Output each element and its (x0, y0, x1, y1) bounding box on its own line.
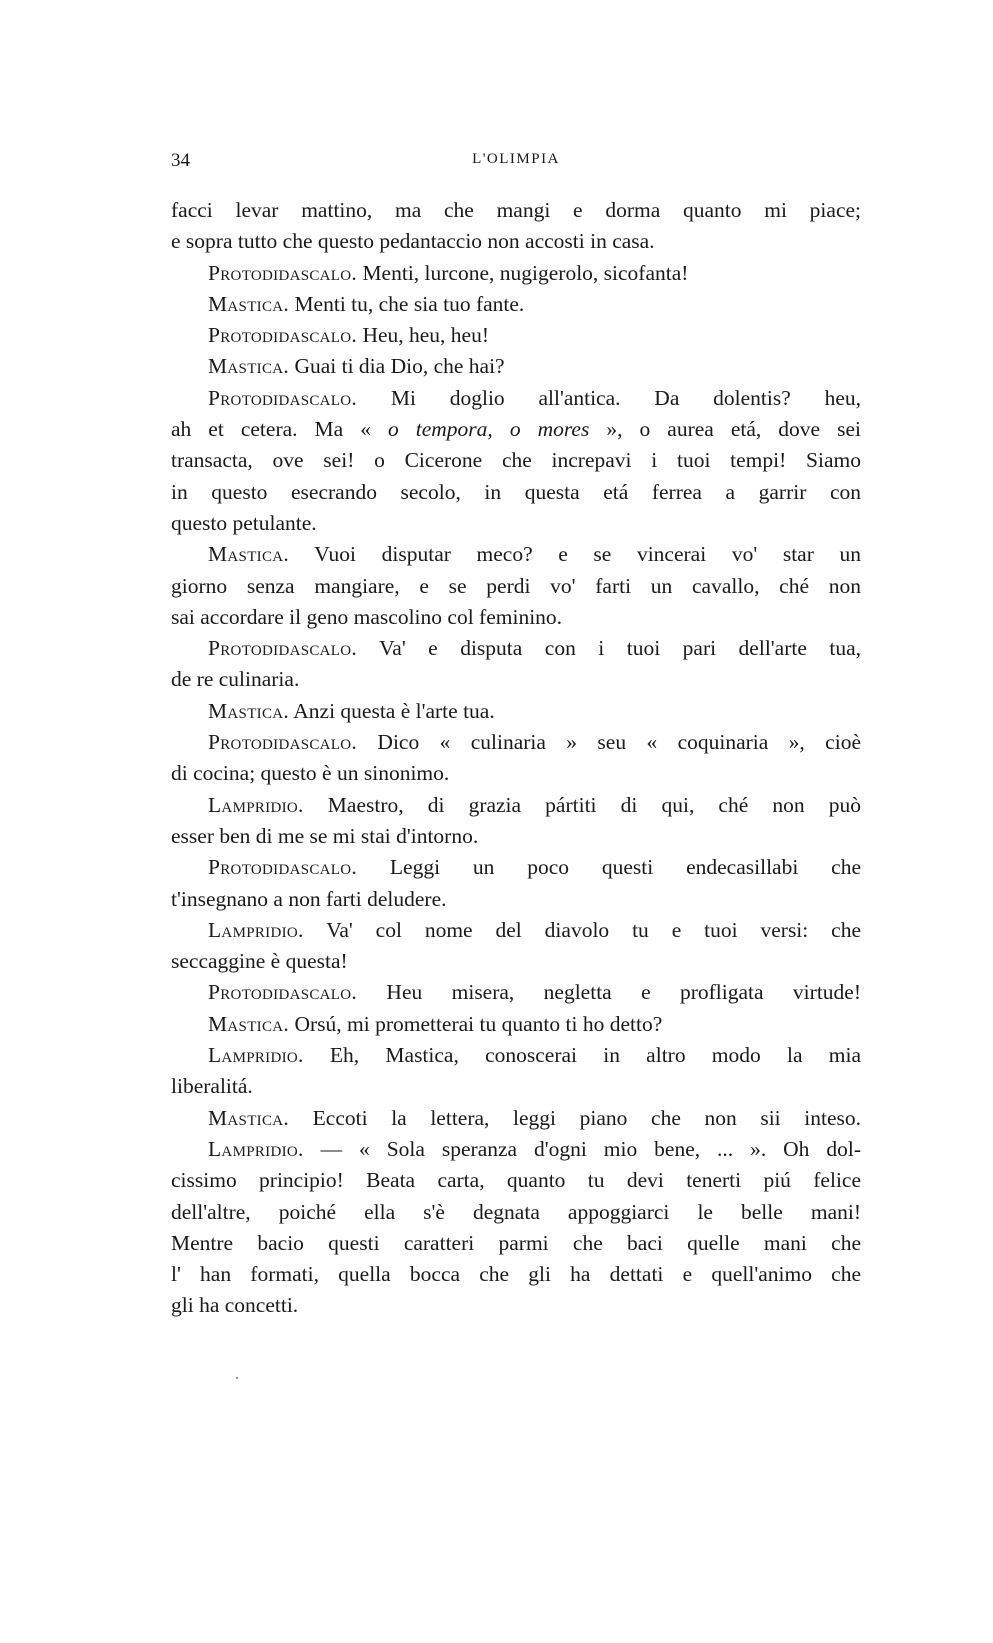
speaker-name: Protodidascalo. (208, 855, 358, 880)
text-line (171, 758, 861, 789)
line-text: transacta, ove sei! o Cicerone che increpavi i tuoi tempi! Siamo (171, 448, 861, 473)
line-text: Mi doglio all'antica. Da dolentis? heu, (357, 385, 861, 410)
text-line (171, 539, 861, 570)
speaker-name: Lampridio. (208, 792, 304, 817)
line-text: Leggi un poco questi endecasillabi che (357, 855, 861, 880)
text-line (171, 226, 861, 257)
speaker-name: Protodidascalo. (208, 323, 358, 348)
text-line (171, 852, 861, 883)
speaker-name: Protodidascalo. (208, 730, 358, 755)
text-line (171, 1228, 861, 1259)
text-line (171, 1009, 861, 1040)
text-line (171, 1290, 861, 1321)
line-text: Eccoti la lettera, leggi piano che non sii inteso. (289, 1105, 861, 1130)
text-line (171, 1197, 861, 1228)
speaker-name: Protodidascalo. (208, 260, 358, 285)
speaker-name: Mastica. (208, 542, 290, 567)
speaker-name: Protodidascalo. (208, 385, 358, 410)
text-line (171, 477, 861, 508)
text-line (171, 258, 861, 289)
italic-quote: o tempora, o mores (388, 417, 590, 442)
line-text: — « Sola speranza d'ogni mio bene, ... ». Oh dol- (303, 1136, 861, 1161)
text-line (171, 915, 861, 946)
line-text: Eh, Mastica, conoscerai in altro modo la mia (303, 1043, 861, 1068)
text-line (171, 571, 861, 602)
line-text: ah et cetera. Ma « (171, 417, 388, 442)
line-text: liberalitá. (171, 1074, 253, 1099)
text-line (171, 977, 861, 1008)
line-text: esser ben di me se mi stai d'intorno. (171, 823, 479, 848)
line-text: dell'altre, poiché ella s'è degnata appoggiarci le belle mani! (171, 1199, 861, 1224)
line-text: t'insegnano a non farti deludere. (171, 886, 447, 911)
text-line (171, 633, 861, 664)
speaker-name: Protodidascalo. (208, 980, 358, 1005)
line-text: facci levar mattino, ma che mangi e dorma quanto mi piace; (171, 198, 861, 222)
text-line (171, 946, 861, 977)
line-text: Heu, heu, heu! (357, 323, 490, 348)
speaker-name: Mastica. (208, 291, 290, 316)
speaker-name: Mastica. (208, 698, 290, 723)
text-line (171, 602, 861, 633)
line-text: Anzi questa è l'arte tua. (289, 698, 495, 723)
text-line (171, 1134, 861, 1165)
line-text: e sopra tutto che questo pedantaccio non accosti in casa. (171, 229, 655, 254)
text-line (171, 414, 861, 445)
page-number: 34 (171, 150, 190, 171)
line-text: Maestro, di grazia pártiti di qui, ché non può (303, 792, 861, 817)
scan-speck (236, 1377, 238, 1379)
speaker-name: Mastica. (208, 1011, 290, 1036)
line-text: gli ha concetti. (171, 1293, 299, 1318)
text-line (171, 289, 861, 320)
line-text: », o aurea etá, dove sei (589, 417, 861, 442)
text-line (171, 696, 861, 727)
line-text: cissimo principio! Beata carta, quanto tu devi tenerti piú felice (171, 1168, 861, 1193)
line-text: Mentre bacio questi caratteri parmi che baci quelle mani che (171, 1230, 861, 1255)
line-text: seccaggine è questa! (171, 949, 348, 974)
speaker-name: Mastica. (208, 354, 290, 379)
line-text: Va' e disputa con i tuoi pari dell'arte tua, (357, 636, 861, 661)
line-text: Va' col nome del diavolo tu e tuoi versi: che (303, 917, 861, 942)
text-line (171, 445, 861, 476)
line-text: Orsú, mi prometterai tu quanto ti ho detto? (289, 1011, 663, 1036)
line-text: l' han formati, quella bocca che gli ha dettati e quell'animo che (171, 1262, 861, 1287)
running-title: L'OLIMPIA (472, 151, 560, 167)
line-text: Vuoi disputar meco? e se vincerai vo' star un (289, 542, 861, 567)
text-line (171, 1040, 861, 1071)
text-line (171, 884, 861, 915)
page-header (171, 150, 861, 180)
body-text (171, 195, 861, 1322)
text-line (171, 790, 861, 821)
text-line (171, 1165, 861, 1196)
text-line (171, 1103, 861, 1134)
speaker-name: Lampridio. (208, 1136, 304, 1161)
speaker-name: Lampridio. (208, 1043, 304, 1068)
line-text: in questo esecrando secolo, in questa etá ferrea a garrir con (171, 479, 861, 504)
speaker-name: Mastica. (208, 1105, 290, 1130)
text-line (171, 821, 861, 852)
line-text: Heu misera, negletta e profligata virtude! (357, 980, 861, 1005)
text-line (171, 320, 861, 351)
text-line (171, 1071, 861, 1102)
text-line (171, 727, 861, 758)
line-text: de re culinaria. (171, 667, 300, 692)
line-text: Menti, lurcone, nugigerolo, sicofanta! (357, 260, 689, 285)
text-line (171, 664, 861, 695)
line-text: sai accordare il geno mascolino col feminino. (171, 604, 563, 629)
line-text: questo petulante. (171, 510, 317, 535)
line-text: Dico « culinaria » seu « coquinaria », cioè (357, 730, 861, 755)
text-line (171, 351, 861, 382)
line-text: Menti tu, che sia tuo fante. (289, 291, 525, 316)
text-line (171, 1259, 861, 1290)
line-text: Guai ti dia Dio, che hai? (289, 354, 505, 379)
speaker-name: Lampridio. (208, 917, 304, 942)
text-line (171, 383, 861, 414)
line-text: giorno senza mangiare, e se perdi vo' farti un cavallo, ché non (171, 573, 861, 598)
speaker-name: Protodidascalo. (208, 636, 358, 661)
text-line (171, 195, 861, 226)
text-line (171, 508, 861, 539)
line-text: di cocina; questo è un sinonimo. (171, 761, 450, 786)
